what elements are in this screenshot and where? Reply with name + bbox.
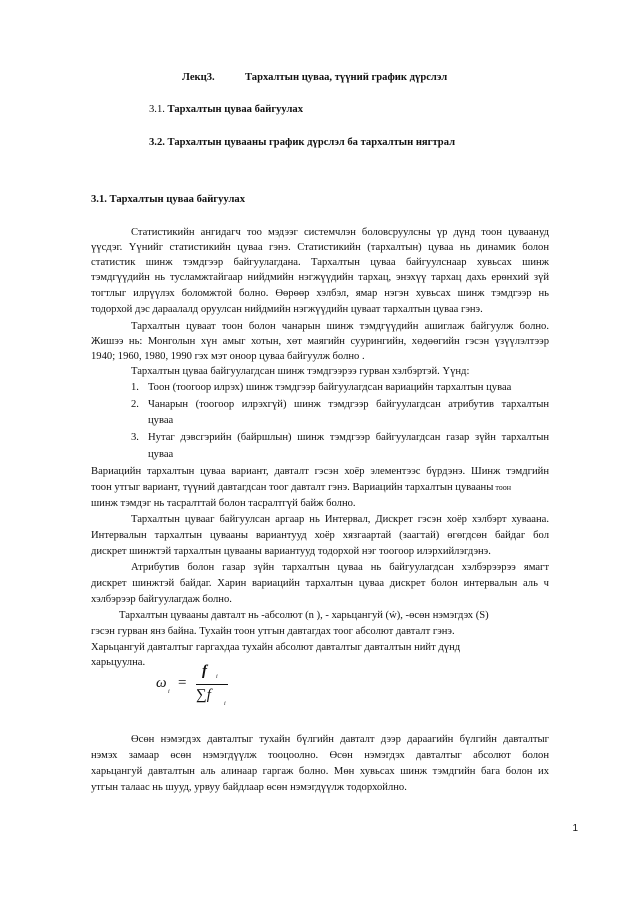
p1-line: Статистикийн ангидагч тоо мэдээг системчлэн боловсруулсны үр дүнд тоон цуваануд [131, 227, 549, 238]
formula-denominator-subscript: i [224, 701, 226, 707]
subtopic-1-title: Тархалтын цуваа байгуулах [167, 104, 303, 115]
relative-frequency-formula [156, 663, 246, 713]
lecture-label: Лекц3. [182, 72, 215, 83]
p4-to-suffix: тоон [493, 483, 511, 492]
list-item: цуваа [148, 449, 174, 460]
formula-omega-subscript: i [168, 689, 170, 695]
p6-line: дискрет шинжтэй байдаг. Харин вариацийн тархалтын цуваа дискрет болон интервалын аль ч [91, 578, 549, 589]
p9-line: харьцангуй давталтын аль алинаар гаргаж болно. Мөн хувьсах шинж тэмдгийн бага болон их [91, 766, 549, 777]
p6-line: Атрибутив болон газар зүйн тархалтын цуваа нь байгуулагдсан хэлбэрээрээ ямагт [131, 562, 549, 573]
p2-line: 1940; 1960, 1980, 1990 гэх мэт оноор цуваа байгуулж болно . [91, 351, 365, 362]
p5-line: Интервалын тархалтын цувааны вариантууд хоёр хязгаартай (заагтай) өгөгдсөн байдаг бол [91, 530, 549, 541]
p4-line [91, 481, 549, 495]
list-item: цуваа [148, 415, 174, 426]
list-item-number: 3. [131, 432, 139, 443]
page-number: 1 [572, 823, 578, 834]
p7-line: гэсэн гурван янз байна. Тухайн тоон утгын давтагдах тоог абсолют давталт гэнэ. [91, 626, 455, 637]
p9-line: Өсөн нэмэгдэх давталтыг тухайн бүлгийн давталт дээр дараагийн бүлгийн давталтыг [131, 734, 549, 745]
formula-equals: = [178, 675, 187, 691]
formula-omega: ω [156, 675, 167, 691]
p2-line: Жишээ нь: Монголын хүн амыг хотын, хөт маягийн суурингийн, хөдөөгийн гэсэн үзүүлэлтээр [91, 336, 549, 347]
p4-line-text: тоон утгыг вариант, түүний давтагдсан тоог давталт гэнэ. Вариацийн тархалтын цувааны [91, 482, 494, 493]
p4-line: Вариацийн тархалтын цуваа вариант, давталт гэсэн хоёр элементээс бүрдэнэ. Шинж тэмдгийн [91, 466, 549, 477]
p3-line: Тархалтын цуваа байгуулагдсан шинж тэмдгээрээ гурван хэлбэртэй. Үүнд: [131, 366, 470, 377]
p1-line: статистик шинж тэмдгээр байгуулагдана. Тархалтын цуваа байгуулснаар хувьсах шинж [91, 257, 549, 268]
lecture-title: Тархалтын цуваа, түүний график дүрслэл [245, 72, 448, 83]
p6-line: хэлбэрээр байгуулагдаж болно. [91, 594, 232, 605]
p8-line: харьцуулна. [91, 657, 146, 668]
list-item: Чанарын (тоогоор илрэхгүй) шинж тэмдгээр байгуулагдсан атрибутив тархалтын [148, 399, 549, 410]
p2-line: Тархалтын цуваат тоон болон чанарын шинж тэмдгүүдийн ашиглаж байгуулж болно. [131, 321, 549, 332]
list-item: Тоон (тоогоор илрэх) шинж тэмдгээр байгуулагдсан вариацийн тархалтын цуваа [148, 382, 512, 393]
p4-line: шинж тэмдэг нь тасралттай болон тасралтгүй байж болно. [91, 498, 356, 509]
p7-line: Тархалтын цувааны давталт нь -абсолют (n ), - харьцангуй (ẃ), -өсөн нэмэгдэх (S) [119, 610, 489, 621]
formula-numerator: f [202, 663, 207, 679]
subtopic-1 [149, 103, 303, 117]
p1-line: тодорхой дэс дараалалд оруулсан нийдмийн нэгжүүдийн цуваат тархалтын цуваа гэнэ. [91, 304, 483, 315]
subtopic-2: 3.2. Тархалтын цувааны график дүрслэл ба тархалтын нягтрал [149, 137, 456, 148]
formula-sum-sign: ∑ [196, 687, 207, 703]
p5-line: Тархалтын цувааг байгуулсан аргаар нь Интервал, Дискрет гэсэн хоёр хэлбэрт хуваана. [131, 514, 549, 525]
list-item-number: 1. [131, 382, 139, 393]
p1-line: тогтлыг илрүүлэх боломжтой болно. Өөрөөр хэлбэл, ямар нэгэн хувьсах шинж тэмдгээр нь [91, 288, 549, 299]
subtopic-1-number: 3.1. [149, 104, 168, 115]
list-item: Нутаг дэвсгэрийн (байршлын) шинж тэмдгээр байгуулагдсан газар зүйн тархалтын [148, 432, 549, 443]
list-item-number: 2. [131, 399, 139, 410]
p5-line: дискрет шинжтэй тархалтын цувааны вариантууд тодорхой нэг тоогоор илэрхийлэгдэнэ. [91, 546, 491, 557]
p9-line: нэмэх замаар өсөн нэмэгдүүлж тооцоолно. Өсөн нэмэгдэх давталтыг абсолют болон [91, 750, 549, 761]
formula-numerator-subscript: i [216, 674, 218, 680]
formula-denominator [196, 687, 211, 704]
p9-line: утгын талаас нь шууд, урвуу байдлаар өсөн нэмэгдүүлж тодорхойлно. [91, 782, 407, 793]
formula-denominator-f: f [206, 687, 211, 703]
p1-line: үүсдэг. Үүнийг статистикийн цуваа гэнэ. Статистикийн (тархалтын) цуваа нь динамик болон [91, 242, 549, 253]
formula-fraction-bar [196, 684, 228, 685]
p8-line: Харьцангуй давталтыг гаргахдаа тухайн абсолют давталтыг давталтын нийт дүнд [91, 642, 461, 653]
p1-line: тэмдгүүдийн нь тусламжтайгаар нийдмийн нэгжүүдийн тархац, энэхүү тархац дахь ерөнхий зүй [91, 272, 549, 283]
section-heading: 3.1. Тархалтын цуваа байгуулах [91, 194, 245, 205]
